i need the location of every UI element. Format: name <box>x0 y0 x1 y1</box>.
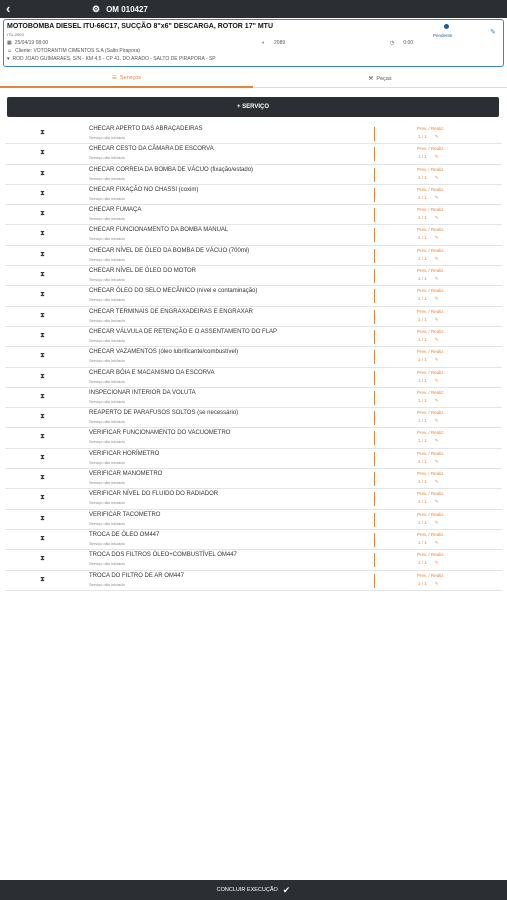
edit-icon[interactable]: ✎ <box>434 560 439 566</box>
prev-realiz-label: Prev. / Realiz. <box>417 389 445 395</box>
service-status: Serviço não iniciado <box>89 419 125 425</box>
service-name: CHECAR APERTO DAS ABRAÇADEIRAS <box>89 126 203 132</box>
hourglass-icon: ⧗ <box>40 392 45 400</box>
service-name: CHECAR ÓLEO DO SELO MECÂNICO (nível e contaminação) <box>89 288 258 295</box>
service-status: Serviço não iniciado <box>89 480 125 486</box>
service-list <box>5 124 502 591</box>
quantity-row <box>418 581 439 587</box>
tab-servicos[interactable] <box>0 70 253 88</box>
prev-qty: 1 <box>418 418 421 424</box>
status-label: Pendente <box>433 33 453 38</box>
edit-icon[interactable]: ✎ <box>434 377 439 383</box>
service-status: Serviço não iniciado <box>89 256 125 262</box>
service-status: Serviço não iniciado <box>89 500 125 506</box>
order-number: OM 010427 <box>106 5 148 14</box>
quantity-row <box>418 337 439 343</box>
prev-realiz-label: Prev. / Realiz. <box>417 126 445 131</box>
divider <box>374 472 375 486</box>
divider <box>374 350 375 364</box>
real-qty: 1 <box>424 377 427 383</box>
qty-values: 1 / 1 <box>418 580 427 586</box>
tab-label: Serviços <box>119 75 142 81</box>
add-service-button[interactable]: + SERVIÇO <box>7 97 499 117</box>
prev-qty: 1 <box>418 134 421 139</box>
edit-icon[interactable]: ✎ <box>434 296 439 302</box>
quantity-row <box>418 215 439 221</box>
service-row[interactable] <box>5 571 502 591</box>
prev-qty: 1 <box>418 438 421 444</box>
prev-qty: 1 <box>418 580 421 586</box>
service-row[interactable] <box>5 165 502 185</box>
qty-values: 1 / 1 <box>418 235 427 241</box>
prev-qty: 1 <box>418 357 421 363</box>
quantity-row <box>418 256 439 262</box>
edit-icon[interactable]: ✎ <box>434 276 439 282</box>
meter-row <box>262 40 285 46</box>
service-row[interactable] <box>5 185 502 205</box>
qty-values: 1 / 1 <box>418 134 427 139</box>
quantity-row <box>418 540 439 546</box>
hourglass-icon: ⧗ <box>40 149 45 157</box>
back-button[interactable]: ‹ <box>6 1 11 16</box>
quantity-row <box>418 560 439 566</box>
edit-icon[interactable]: ✎ <box>434 316 439 322</box>
service-status: Serviço não iniciado <box>89 358 125 364</box>
prev-qty: 1 <box>418 479 421 485</box>
real-qty: 1 <box>424 458 427 464</box>
divider <box>374 310 375 324</box>
real-qty: 1 <box>424 296 427 302</box>
hourglass-icon: ⧗ <box>40 514 45 522</box>
address: ROD JOAO GUIMARAES, S/N - KM 4,5 - CP 41, DO ARADO - SALTO DE PIRAPORA - SP <box>12 56 216 62</box>
quantity-row <box>418 317 439 323</box>
client-name: Cliente: VOTORANTIM CIMENTOS S.A (Salto Pirapora) <box>15 48 140 54</box>
edit-icon[interactable]: ✎ <box>434 235 439 241</box>
quantity-row <box>418 418 439 424</box>
service-row[interactable] <box>5 469 502 489</box>
date-row <box>7 40 48 46</box>
hourglass-icon: ⧗ <box>40 474 45 482</box>
service-row[interactable] <box>5 266 502 286</box>
service-status: Serviço não iniciado <box>89 561 125 567</box>
prev-realiz-label: Prev. / Realiz. <box>417 207 445 213</box>
quantity-row <box>418 296 439 302</box>
divider <box>374 168 375 182</box>
service-name: VERIFICAR NÍVEL DO FLUIDO DO RADIADOR <box>89 491 219 498</box>
qty-values: 1 / 1 <box>418 174 427 180</box>
qty-values: 1 / 1 <box>418 539 427 545</box>
service-row[interactable] <box>5 124 502 144</box>
divider <box>374 188 375 202</box>
prev-realiz-label: Prev. / Realiz. <box>417 308 445 314</box>
service-row[interactable] <box>5 388 502 408</box>
hourglass-icon: ⧗ <box>40 413 45 421</box>
real-qty: 1 <box>424 336 427 342</box>
prev-realiz-label: Prev. / Realiz. <box>417 410 445 416</box>
prev-realiz-label: Prev. / Realiz. <box>417 268 445 274</box>
hourglass-icon: ⧗ <box>40 189 45 197</box>
real-qty: 1 <box>424 134 427 139</box>
prev-realiz-label: Prev. / Realiz. <box>417 430 445 436</box>
service-row[interactable] <box>5 449 502 469</box>
divider <box>374 574 375 588</box>
order-date: 25/04/19 08:00 <box>14 40 49 46</box>
divider <box>374 371 375 385</box>
edit-icon[interactable]: ✎ <box>434 357 439 363</box>
tab-label: Peças <box>376 76 392 82</box>
divider <box>374 411 375 425</box>
prev-qty: 1 <box>418 397 421 403</box>
service-status: Serviço não iniciado <box>89 540 125 546</box>
divider <box>374 533 375 547</box>
service-row[interactable] <box>5 408 502 428</box>
hourglass-icon: ⧗ <box>40 291 45 299</box>
qty-values: 1 / 1 <box>418 255 427 261</box>
quantity-row <box>418 195 439 201</box>
prev-realiz-label: Prev. / Realiz. <box>417 572 445 578</box>
real-qty: 1 <box>424 215 427 221</box>
service-status: Serviço não iniciado <box>89 520 125 526</box>
hourglass-icon: ⧗ <box>40 129 45 136</box>
prev-realiz-label: Prev. / Realiz. <box>417 186 445 192</box>
service-status: Serviço não iniciado <box>89 277 125 283</box>
service-status: Serviço não iniciado <box>89 439 125 445</box>
hourglass-icon: ⧗ <box>40 311 45 319</box>
service-row[interactable] <box>5 530 502 550</box>
prev-realiz-label: Prev. / Realiz. <box>417 471 445 477</box>
divider <box>374 513 375 527</box>
qty-values: 1 / 1 <box>418 438 427 444</box>
qty-values: 1 / 1 <box>418 296 427 302</box>
service-status: Serviço não iniciado <box>89 398 125 404</box>
prev-realiz-label: Prev. / Realiz. <box>417 227 445 233</box>
list-icon: ☰ <box>111 75 117 81</box>
edit-icon[interactable]: ✎ <box>434 438 439 444</box>
service-status: Serviço não iniciado <box>89 155 125 161</box>
edit-icon[interactable]: ✎ <box>490 29 496 36</box>
hourglass-icon: ⧗ <box>40 352 45 360</box>
service-name: CHECAR TERMINAIS DE ENGRAXADEIRAS E ENGRAXAR <box>89 308 253 315</box>
service-name: INSPECIONAR INTERIOR DA VOLUTA <box>89 389 196 396</box>
hourglass-icon: ⧗ <box>40 230 45 238</box>
status-dot <box>444 24 449 29</box>
edit-icon[interactable]: ✎ <box>434 499 439 505</box>
service-row[interactable] <box>5 144 502 164</box>
qty-values: 1 / 1 <box>418 458 427 464</box>
real-qty: 1 <box>424 316 427 322</box>
service-row[interactable] <box>5 225 502 245</box>
map-pin-icon: ▾ <box>7 56 10 62</box>
service-row[interactable] <box>5 307 502 327</box>
divider <box>374 452 375 466</box>
hourglass-icon: ⧗ <box>40 331 45 339</box>
service-name: CHECAR VAZAMENTOS (óleo lubrificante/combustível) <box>89 349 239 356</box>
prev-realiz-label: Prev. / Realiz. <box>417 511 445 517</box>
qty-values: 1 / 1 <box>418 357 427 363</box>
hourglass-icon: ⧗ <box>40 271 45 279</box>
real-qty: 1 <box>424 539 427 545</box>
service-status: Serviço não iniciado <box>89 135 125 140</box>
qty-values: 1 / 1 <box>418 336 427 342</box>
service-row[interactable] <box>5 489 502 509</box>
quantity-row <box>418 520 439 526</box>
hourglass-icon: ⧗ <box>40 494 45 502</box>
real-qty: 1 <box>424 235 427 241</box>
time-row <box>390 40 413 46</box>
service-status: Serviço não iniciado <box>89 581 125 587</box>
prev-realiz-label: Prev. / Realiz. <box>417 450 445 456</box>
prev-realiz-label: Prev. / Realiz. <box>417 491 445 497</box>
prev-qty: 1 <box>418 499 421 505</box>
service-name: VERIFICAR TACOMETRO <box>89 511 161 518</box>
prev-realiz-label: Prev. / Realiz. <box>417 349 445 355</box>
service-row[interactable] <box>5 246 502 266</box>
service-row[interactable] <box>5 368 502 388</box>
service-row[interactable] <box>5 205 502 225</box>
service-name: VERIFICAR HORÍMETRO <box>89 450 160 457</box>
quantity-row <box>418 499 439 505</box>
service-status: Serviço não iniciado <box>89 378 125 384</box>
gauge-icon: ◐ <box>262 40 266 46</box>
edit-icon[interactable]: ✎ <box>434 215 439 221</box>
address-row <box>7 56 216 62</box>
hourglass-icon: ⧗ <box>40 453 45 461</box>
calendar-icon: ▦ <box>7 40 12 46</box>
time-value: 0:00 <box>403 40 414 46</box>
prev-realiz-label: Prev. / Realiz. <box>417 247 445 253</box>
service-name: VERIFICAR MANOMETRO <box>89 471 163 478</box>
service-name: CHECAR CORREIA DA BOMBA DE VÁCUO (fixação/estado) <box>89 166 254 173</box>
real-qty: 1 <box>424 499 427 505</box>
hourglass-icon: ⧗ <box>40 534 45 542</box>
service-name: TROCA DE ÓLEO OM447 <box>89 531 160 538</box>
people-icon: ☺ <box>7 48 13 54</box>
quantity-row <box>418 276 439 282</box>
service-status: Serviço não iniciado <box>89 337 125 343</box>
equipment-card[interactable] <box>3 19 504 67</box>
qty-values: 1 / 1 <box>418 316 427 322</box>
check-icon: ✔ <box>282 884 291 895</box>
hourglass-icon: ⧗ <box>40 555 45 563</box>
real-qty: 1 <box>424 560 427 566</box>
edit-icon[interactable]: ✎ <box>434 397 439 403</box>
real-qty: 1 <box>424 194 427 200</box>
tab-pecas[interactable] <box>253 70 507 88</box>
finish-label: CONCLUIR EXECUÇÃO <box>216 887 278 893</box>
service-name: CHECAR FIXAÇÃO NO CHASSI (coxim) <box>89 186 199 193</box>
order-title <box>92 4 148 15</box>
real-qty: 1 <box>424 580 427 586</box>
qty-values: 1 / 1 <box>418 418 427 424</box>
service-name: CHECAR NÍVEL DE ÓLEO DA BOMBA DE VÁCUO (700ml) <box>89 247 250 254</box>
service-status: Serviço não iniciado <box>89 175 125 181</box>
quantity-row <box>418 479 439 485</box>
service-name: CHECAR BÓIA E MACANISMO DA ESCORVA <box>89 369 215 376</box>
service-row[interactable] <box>5 286 502 306</box>
real-qty: 1 <box>424 154 427 160</box>
prev-qty: 1 <box>418 255 421 261</box>
prev-qty: 1 <box>418 174 421 180</box>
quantity-row <box>418 357 439 363</box>
edit-icon[interactable]: ✎ <box>434 479 439 485</box>
real-qty: 1 <box>424 479 427 485</box>
edit-icon[interactable]: ✎ <box>434 134 439 139</box>
meter-value: 2089 <box>274 40 286 46</box>
prev-qty: 1 <box>418 458 421 464</box>
prev-qty: 1 <box>418 377 421 383</box>
prev-realiz-label: Prev. / Realiz. <box>417 531 445 537</box>
prev-qty: 1 <box>418 316 421 322</box>
quantity-row <box>418 438 439 444</box>
quantity-row <box>418 154 439 160</box>
gear-icon: ⚙ <box>92 4 101 14</box>
prev-qty: 1 <box>418 276 421 282</box>
wrench-icon: ⚒ <box>368 76 374 82</box>
prev-qty: 1 <box>418 215 421 221</box>
service-name: CHECAR FUNCIONAMENTO DA BOMBA MANUAL <box>89 227 229 234</box>
qty-values: 1 / 1 <box>418 560 427 566</box>
top-bar <box>0 0 507 18</box>
quantity-row <box>418 235 439 241</box>
divider <box>374 391 375 405</box>
qty-values: 1 / 1 <box>418 377 427 383</box>
real-qty: 1 <box>424 276 427 282</box>
real-qty: 1 <box>424 438 427 444</box>
prev-realiz-label: Prev. / Realiz. <box>417 146 445 152</box>
real-qty: 1 <box>424 174 427 180</box>
edit-icon[interactable]: ✎ <box>434 194 439 200</box>
edit-icon[interactable]: ✎ <box>434 418 439 424</box>
service-name: REAPERTO DE PARAFUSOS SOLTOS (se necessário) <box>89 410 239 417</box>
divider <box>374 147 375 161</box>
divider <box>374 127 375 141</box>
real-qty: 1 <box>424 519 427 525</box>
edit-icon[interactable]: ✎ <box>434 255 439 261</box>
qty-values: 1 / 1 <box>418 154 427 160</box>
real-qty: 1 <box>424 357 427 363</box>
real-qty: 1 <box>424 418 427 424</box>
divider <box>374 208 375 222</box>
service-row[interactable] <box>5 428 502 448</box>
divider <box>374 249 375 263</box>
service-status: Serviço não iniciado <box>89 459 125 465</box>
prev-realiz-label: Prev. / Realiz. <box>417 328 445 334</box>
qty-values: 1 / 1 <box>418 276 427 282</box>
equipment-name: MOTOBOMBA DIESEL ITU-66C17, SUCÇÃO 8"x6" DESCARGA, ROTOR 17" MTU <box>7 23 274 30</box>
service-row[interactable] <box>5 510 502 530</box>
prev-qty: 1 <box>418 560 421 566</box>
divider <box>374 228 375 242</box>
service-name: CHECAR NÍVEL DE ÓLEO DO MOTOR <box>89 268 197 275</box>
quantity-row <box>418 134 439 140</box>
edit-icon[interactable]: ✎ <box>434 336 439 342</box>
divider <box>374 330 375 344</box>
prev-qty: 1 <box>418 235 421 241</box>
quantity-row <box>418 459 439 465</box>
service-status: Serviço não iniciado <box>89 236 125 242</box>
qty-values: 1 / 1 <box>418 479 427 485</box>
prev-qty: 1 <box>418 539 421 545</box>
qty-values: 1 / 1 <box>418 194 427 200</box>
service-name: CHECAR FUMAÇA <box>89 207 142 214</box>
hourglass-icon: ⧗ <box>40 210 45 218</box>
tab-bar <box>0 70 507 88</box>
equipment-code: ITU-2003 <box>7 32 24 37</box>
prev-qty: 1 <box>418 296 421 302</box>
edit-icon[interactable]: ✎ <box>434 519 439 525</box>
service-status: Serviço não iniciado <box>89 216 125 222</box>
prev-realiz-label: Prev. / Realiz. <box>417 369 445 375</box>
edit-icon[interactable]: ✎ <box>434 458 439 464</box>
prev-realiz-label: Prev. / Realiz. <box>417 552 445 558</box>
prev-qty: 1 <box>418 194 421 200</box>
prev-realiz-label: Prev. / Realiz. <box>417 288 445 294</box>
service-name: TROCA DOS FILTROS ÓLEO+COMBUSTÍVEL OM447 <box>89 552 237 559</box>
prev-qty: 1 <box>418 336 421 342</box>
edit-icon[interactable]: ✎ <box>434 174 439 180</box>
hourglass-icon: ⧗ <box>40 169 45 177</box>
edit-icon[interactable]: ✎ <box>434 580 439 586</box>
client-row <box>7 48 140 54</box>
divider <box>374 269 375 283</box>
prev-qty: 1 <box>418 519 421 525</box>
hourglass-icon: ⧗ <box>40 372 45 380</box>
qty-values: 1 / 1 <box>418 499 427 505</box>
service-row[interactable] <box>5 550 502 570</box>
prev-qty: 1 <box>418 154 421 160</box>
edit-icon[interactable]: ✎ <box>434 154 439 160</box>
hourglass-icon: ⧗ <box>40 250 45 258</box>
qty-values: 1 / 1 <box>418 397 427 403</box>
edit-icon[interactable]: ✎ <box>434 539 439 545</box>
divider <box>374 289 375 303</box>
qty-values: 1 / 1 <box>418 215 427 221</box>
hourglass-icon: ⧗ <box>40 433 45 441</box>
service-name: TROCA DO FILTRO DE AR OM447 <box>89 572 184 579</box>
real-qty: 1 <box>424 255 427 261</box>
service-status: Serviço não iniciado <box>89 317 125 323</box>
service-row[interactable] <box>5 327 502 347</box>
divider <box>374 431 375 445</box>
service-status: Serviço não iniciado <box>89 195 125 201</box>
service-status: Serviço não iniciado <box>89 297 125 303</box>
finish-execution-button[interactable] <box>0 880 507 900</box>
service-name: VERIFICAR FUNCIONAMENTO DO VACUOMETRO <box>89 430 231 437</box>
divider <box>374 553 375 567</box>
quantity-row <box>418 175 439 181</box>
quantity-row <box>418 398 439 404</box>
quantity-row <box>418 378 439 384</box>
real-qty: 1 <box>424 397 427 403</box>
service-row[interactable] <box>5 347 502 367</box>
service-name: CHECAR CESTO DA CÂMARA DE ESCORVA <box>89 146 214 153</box>
clock-icon: ◷ <box>390 40 395 46</box>
qty-values: 1 / 1 <box>418 519 427 525</box>
prev-realiz-label: Prev. / Realiz. <box>417 166 445 172</box>
hourglass-icon: ⧗ <box>40 575 45 583</box>
service-name: CHECAR VÁLVULA DE RETENÇÃO E O ASSENTAMENTO DO FLAP <box>89 328 278 335</box>
divider <box>374 492 375 506</box>
